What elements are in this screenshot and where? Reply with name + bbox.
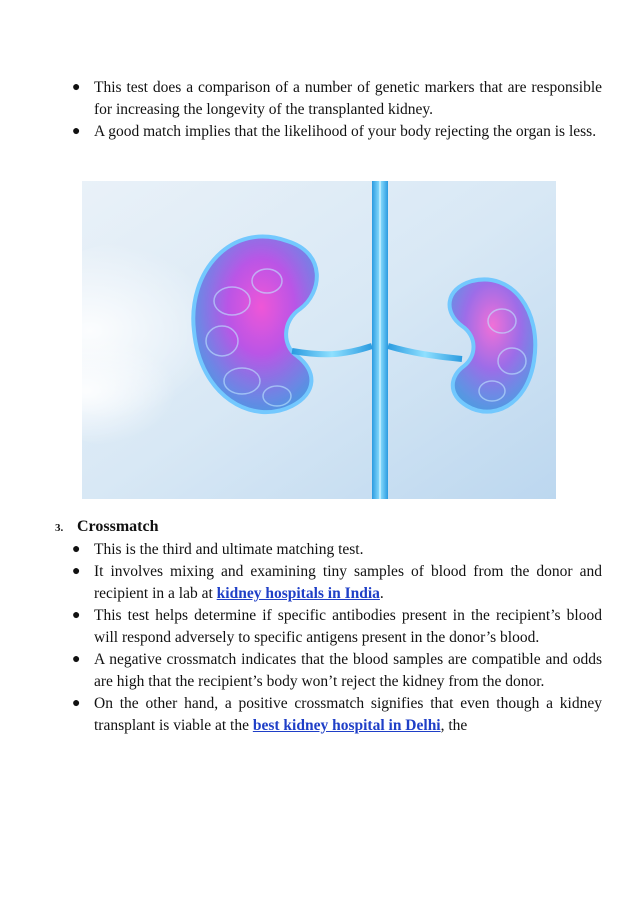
list-item-text-end: .: [379, 585, 384, 602]
kidney-hospitals-india-link[interactable]: kidney hospitals in India: [216, 585, 380, 602]
list-item-text: On the other hand, a positive crossmatch signifies that even though a kidney transplant is viable at the: [94, 695, 602, 734]
bullet-icon: ●: [72, 652, 81, 667]
list-item: [0, 121, 602, 143]
kidneys-illustration-image: [82, 181, 556, 499]
bullet-icon: ●: [72, 80, 81, 95]
list-item-text: It involves mixing and examining tiny samples of blood from the donor and recipient in a lab at: [94, 563, 602, 602]
list-item: [0, 693, 602, 737]
bullet-list-bottom: [0, 539, 602, 737]
bullet-icon: ●: [72, 124, 81, 139]
list-item-text: This is the third and ultimate matching test.: [94, 541, 364, 558]
list-item-text: A negative crossmatch indicates that the blood samples are compatible and odds are high that the recipient’s body won’t reject the kidney from the donor.: [94, 651, 602, 690]
list-item: [0, 77, 602, 121]
bullet-icon: ●: [72, 564, 81, 579]
list-item-text: A good match implies that the likelihood of your body rejecting the organ is less.: [94, 123, 597, 140]
bullet-icon: ●: [72, 608, 81, 623]
section-heading: [55, 516, 158, 539]
bullet-icon: ●: [72, 542, 81, 557]
section-title: Crossmatch: [77, 518, 159, 535]
list-item-text: This test does a comparison of a number of genetic markers that are responsible for increasing the longevity of the transplanted kidney.: [94, 79, 602, 118]
list-item: [0, 561, 602, 605]
list-item-text-end: , the: [440, 717, 468, 734]
bullet-list-top: [0, 77, 602, 143]
best-kidney-hospital-delhi-link[interactable]: best kidney hospital in Delhi: [252, 717, 441, 734]
bullet-icon: ●: [72, 696, 81, 711]
list-item: [0, 539, 602, 561]
list-item: [0, 605, 602, 649]
section-number: 3.: [55, 522, 64, 534]
list-item-text: This test helps determine if specific antibodies present in the recipient’s blood will respond adversely to specific antigens present in the donor’s blood.: [94, 607, 602, 646]
list-item: [0, 649, 602, 693]
